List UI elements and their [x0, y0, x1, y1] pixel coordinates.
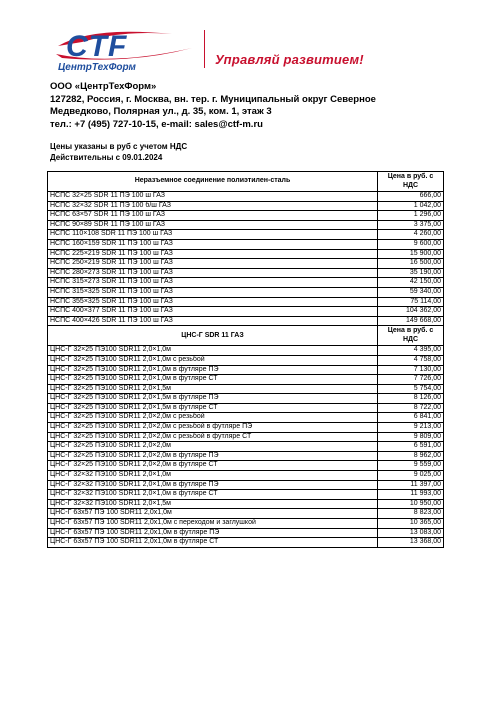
section-title: Неразъемное соединение полиэтилен-сталь	[48, 172, 378, 192]
product-price: 6 841,00	[378, 413, 444, 423]
product-price: 11 993,00	[378, 490, 444, 500]
product-name: НСПС 32×32 SDR 11 ПЭ 100 б/ш ГАЗ	[48, 201, 378, 211]
product-name: ЦНС-Г 32×32 ПЭ100 SDR11 2,0×1,0м в футляре СТ	[48, 490, 378, 500]
product-name: ЦНС-Г 32×25 ПЭ100 SDR11 2,0×2,0м с резьбой в футляре СТ	[48, 432, 378, 442]
product-name: ЦНС-Г 63х57 ПЭ 100 SDR11 2,0х1,0м с переходом и заглушкой	[48, 519, 378, 529]
table-row	[48, 413, 444, 423]
product-name: ЦНС-Г 32×32 ПЭ100 SDR11 2,0×1,5м	[48, 499, 378, 509]
ctf-logo-icon	[52, 24, 202, 72]
table-row	[48, 201, 444, 211]
product-name: НСПС 225×219 SDR 11 ПЭ 100 ш ГАЗ	[48, 249, 378, 259]
product-name: ЦНС-Г 63х57 ПЭ 100 SDR11 2,0х1,0м в футляре ПЭ	[48, 528, 378, 538]
product-name: ЦНС-Г 32×25 ПЭ100 SDR11 2,0×1,0м	[48, 346, 378, 356]
product-price: 3 375,00	[378, 220, 444, 230]
product-price: 1 296,00	[378, 211, 444, 221]
table-row	[48, 249, 444, 259]
product-name: ЦНС-Г 32×25 ПЭ100 SDR11 2,0×1,0м в футляре ПЭ	[48, 365, 378, 375]
product-price: 8 962,00	[378, 451, 444, 461]
product-name: ЦНС-Г 63х57 ПЭ 100 SDR11 2,0х1,0м в футляре СТ	[48, 538, 378, 548]
company-info	[50, 81, 376, 131]
slogan: Управляй развитием!	[215, 52, 364, 67]
price-table-body	[48, 172, 444, 548]
table-row	[48, 297, 444, 307]
product-price: 59 340,00	[378, 287, 444, 297]
product-name: НСПС 63×57 SDR 11 ПЭ 100 ш ГАЗ	[48, 211, 378, 221]
product-price: 16 500,00	[378, 259, 444, 269]
product-name: НСПС 280×273 SDR 11 ПЭ 100 ш ГАЗ	[48, 268, 378, 278]
product-name: НСПС 315×273 SDR 11 ПЭ 100 ш ГАЗ	[48, 278, 378, 288]
table-row	[48, 287, 444, 297]
product-price: 13 368,00	[378, 538, 444, 548]
table-row	[48, 442, 444, 452]
product-price: 75 114,00	[378, 297, 444, 307]
table-row	[48, 384, 444, 394]
product-name: НСПС 90×89 SDR 11 ПЭ 100 ш ГАЗ	[48, 220, 378, 230]
price-column-header: Цена в руб. с НДС	[378, 326, 444, 346]
product-name: ЦНС-Г 32×32 ПЭ100 SDR11 2,0×1,0м	[48, 471, 378, 481]
product-price: 42 150,00	[378, 278, 444, 288]
product-price: 6 591,00	[378, 442, 444, 452]
table-row	[48, 268, 444, 278]
product-name: НСПС 110×108 SDR 11 ПЭ 100 ш ГАЗ	[48, 230, 378, 240]
product-price: 10 950,00	[378, 499, 444, 509]
product-name: ЦНС-Г 32×25 ПЭ100 SDR11 2,0×1,0м в футляре СТ	[48, 375, 378, 385]
product-price: 104 362,00	[378, 307, 444, 317]
table-row	[48, 538, 444, 548]
product-name: НСПС 315×325 SDR 11 ПЭ 100 ш ГАЗ	[48, 287, 378, 297]
product-price: 8 722,00	[378, 403, 444, 413]
logo-subtitle: ЦентрТехФорм	[58, 62, 136, 72]
product-name: ЦНС-Г 32×25 ПЭ100 SDR11 2,0×2,0м с резьбой	[48, 413, 378, 423]
product-name: ЦНС-Г 32×25 ПЭ100 SDR11 2,0×2,0м с резьбой в футляре ПЭ	[48, 423, 378, 433]
vat-note: Цены указаны в руб с учетом НДС	[50, 142, 188, 151]
product-price: 666,00	[378, 192, 444, 202]
company-logo	[52, 24, 202, 72]
product-price: 7 130,00	[378, 365, 444, 375]
product-price: 35 190,00	[378, 268, 444, 278]
price-column-header: Цена в руб. с НДС	[378, 172, 444, 192]
table-row	[48, 528, 444, 538]
product-name: НСПС 32×25 SDR 11 ПЭ 100 ш ГАЗ	[48, 192, 378, 202]
product-price: 9 213,00	[378, 423, 444, 433]
table-row	[48, 432, 444, 442]
price-note	[50, 141, 187, 163]
product-name: НСПС 250×219 SDR 11 ПЭ 100 ш ГАЗ	[48, 259, 378, 269]
table-row	[48, 423, 444, 433]
product-name: ЦНС-Г 32×32 ПЭ100 SDR11 2,0×1,0м в футляре ПЭ	[48, 480, 378, 490]
product-name: НСПС 160×159 SDR 11 ПЭ 100 ш ГАЗ	[48, 239, 378, 249]
company-contacts: тел.: +7 (495) 727-10-15, e-mail: sales@ctf-m.ru	[50, 118, 263, 130]
product-price: 10 365,00	[378, 519, 444, 529]
product-name: НСПС 400×426 SDR 11 ПЭ 100 ш ГАЗ	[48, 316, 378, 326]
table-row	[48, 278, 444, 288]
table-row	[48, 509, 444, 519]
table-row	[48, 375, 444, 385]
product-price: 9 559,00	[378, 461, 444, 471]
table-row	[48, 394, 444, 404]
product-name: ЦНС-Г 32×25 ПЭ100 SDR11 2,0×2,0м	[48, 442, 378, 452]
product-price: 1 042,00	[378, 201, 444, 211]
logo-text: CTF	[66, 30, 128, 63]
table-row	[48, 365, 444, 375]
product-price: 4 395,00	[378, 346, 444, 356]
table-row	[48, 480, 444, 490]
section-header	[48, 326, 444, 346]
product-price: 9 809,00	[378, 432, 444, 442]
product-name: ЦНС-Г 32×25 ПЭ100 SDR11 2,0×1,5м в футляре СТ	[48, 403, 378, 413]
header-divider	[204, 30, 205, 68]
company-address-line1: 127282, Россия, г. Москва, вн. тер. г. Муниципальный округ Северное	[50, 93, 376, 105]
product-price: 4 758,00	[378, 355, 444, 365]
table-row	[48, 307, 444, 317]
product-price: 7 726,00	[378, 375, 444, 385]
product-name: НСПС 355×325 SDR 11 ПЭ 100 ш ГАЗ	[48, 297, 378, 307]
product-name: НСПС 400×377 SDR 11 ПЭ 100 ш ГАЗ	[48, 307, 378, 317]
table-row	[48, 403, 444, 413]
price-table	[47, 171, 444, 548]
product-price: 8 126,00	[378, 394, 444, 404]
product-price: 11 397,00	[378, 480, 444, 490]
product-name: ЦНС-Г 63х57 ПЭ 100 SDR11 2,0х1,0м	[48, 509, 378, 519]
product-price: 13 083,00	[378, 528, 444, 538]
product-price: 149 668,00	[378, 316, 444, 326]
table-row	[48, 519, 444, 529]
table-row	[48, 490, 444, 500]
table-row	[48, 355, 444, 365]
product-price: 8 823,00	[378, 509, 444, 519]
validity-note: Действительны с 09.01.2024	[50, 153, 163, 162]
table-row	[48, 192, 444, 202]
product-name: ЦНС-Г 32×25 ПЭ100 SDR11 2,0×1,5м в футляре ПЭ	[48, 394, 378, 404]
table-row	[48, 346, 444, 356]
product-name: ЦНС-Г 32×25 ПЭ100 SDR11 2,0×2,0м в футляре СТ	[48, 461, 378, 471]
table-row	[48, 239, 444, 249]
table-row	[48, 451, 444, 461]
table-row	[48, 230, 444, 240]
section-header	[48, 172, 444, 192]
company-address-line2: Медведково, Полярная ул., д. 35, ком. 1, этаж 3	[50, 106, 272, 117]
product-name: ЦНС-Г 32×25 ПЭ100 SDR11 2,0×2,0м в футляре ПЭ	[48, 451, 378, 461]
product-price: 5 754,00	[378, 384, 444, 394]
table-row	[48, 259, 444, 269]
table-row	[48, 211, 444, 221]
product-price: 4 260,00	[378, 230, 444, 240]
company-name: ООО «ЦентрТехФорм»	[50, 81, 157, 92]
table-row	[48, 461, 444, 471]
product-price: 9 025,00	[378, 471, 444, 481]
product-price: 9 600,00	[378, 239, 444, 249]
table-row	[48, 316, 444, 326]
table-row	[48, 471, 444, 481]
table-row	[48, 220, 444, 230]
product-name: ЦНС-Г 32×25 ПЭ100 SDR11 2,0×1,5м	[48, 384, 378, 394]
product-name: ЦНС-Г 32×25 ПЭ100 SDR11 2,0×1,0м с резьбой	[48, 355, 378, 365]
section-title: ЦНС-Г SDR 11 ГАЗ	[48, 326, 378, 346]
product-price: 15 900,00	[378, 249, 444, 259]
table-row	[48, 499, 444, 509]
